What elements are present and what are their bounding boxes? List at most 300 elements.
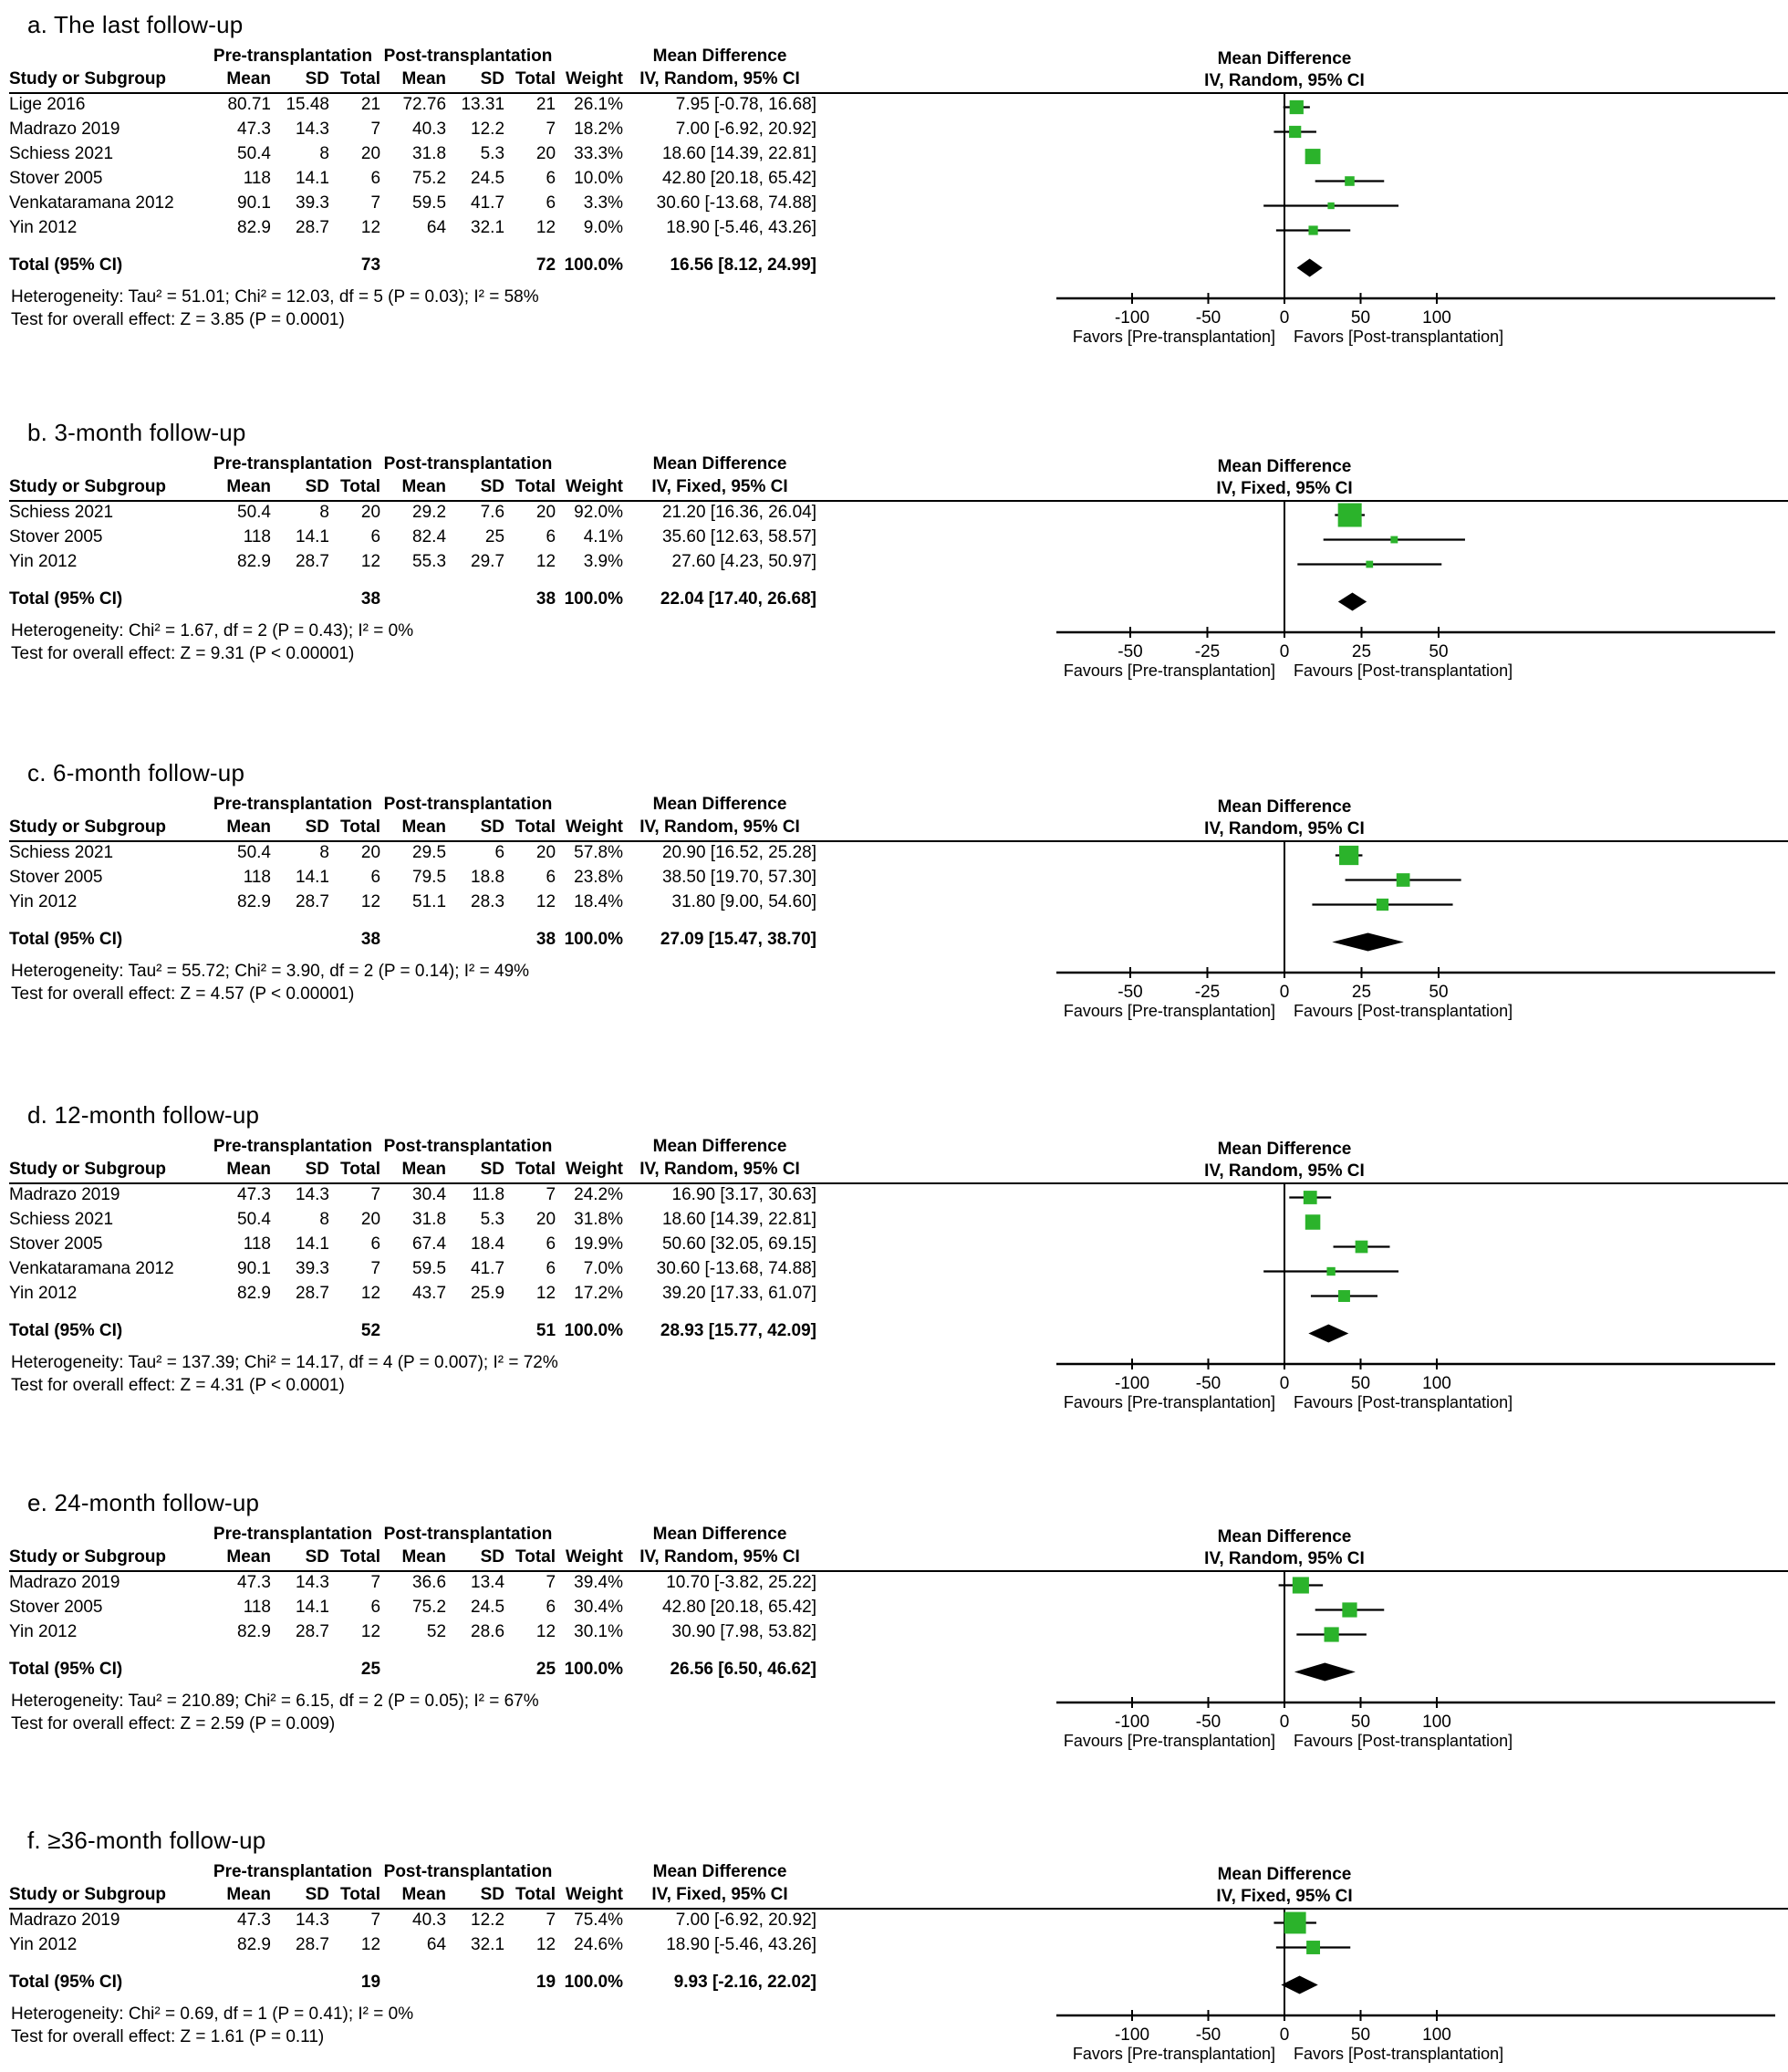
tick-label: 0: [1279, 642, 1290, 661]
total-label: Total (95% CI): [9, 1320, 123, 1340]
plot-md-title: Mean Difference: [1217, 1865, 1352, 1884]
study-name: Madrazo 2019: [9, 119, 120, 139]
pre-total: 7: [370, 1258, 381, 1278]
pre-mean: 118: [243, 168, 271, 188]
heterogeneity-text: Heterogeneity: Tau² = 51.01; Chi² = 12.03, df = 5 (P = 0.03); I² = 58%: [11, 287, 539, 307]
post-sd-header: SD: [480, 1885, 505, 1904]
tick-label: -50: [1195, 1713, 1221, 1732]
tick-label: 50: [1429, 642, 1449, 661]
post-mean-header: Mean: [401, 1885, 447, 1904]
study-table: [9, 793, 816, 952]
study-ci: 31.80 [9.00, 54.60]: [671, 891, 817, 911]
tick-label: 50: [1429, 983, 1449, 1002]
panel-d: [9, 1094, 1788, 1417]
post-mean: 79.5: [412, 867, 447, 887]
pre-group-header: Pre-transplantation: [213, 795, 373, 814]
pre-sd: 8: [319, 842, 329, 862]
post-mean: 55.3: [412, 551, 447, 571]
pre-sd-header: SD: [305, 817, 329, 837]
study-weight: 92.0%: [574, 502, 624, 522]
study-weight: 18.2%: [574, 119, 624, 139]
panel-c: [9, 752, 1788, 1026]
pre-sd-header: SD: [305, 1160, 329, 1179]
pre-total: 7: [370, 1572, 381, 1592]
pre-total-header: Total: [340, 1885, 381, 1904]
total-ci: 9.93 [-2.16, 22.02]: [673, 1972, 817, 1992]
pre-total-header: Total: [340, 1547, 381, 1567]
total-pre-n: 19: [360, 1972, 381, 1992]
overall-effect-text: Test for overall effect: Z = 1.61 (P = 0.11): [11, 2027, 325, 2046]
post-total-header: Total: [515, 1160, 556, 1179]
effect-square: [1325, 1627, 1339, 1641]
pre-mean: 47.3: [237, 119, 271, 139]
study-name: Yin 2012: [9, 1283, 78, 1303]
post-mean: 52: [426, 1621, 447, 1641]
study-row: [9, 1232, 816, 1256]
study-row: [9, 549, 816, 574]
pre-mean: 82.9: [237, 217, 271, 237]
total-post-n: 51: [535, 1320, 556, 1340]
pre-total: 20: [360, 143, 381, 163]
post-group-header: Post-transplantation: [383, 47, 553, 66]
post-mean-header: Mean: [401, 69, 447, 89]
pre-total: 20: [360, 842, 381, 862]
total-weight: 100.0%: [564, 1659, 624, 1679]
post-sd: 11.8: [472, 1184, 505, 1204]
tick-label: 50: [1350, 2025, 1371, 2045]
post-sd: 25.9: [471, 1283, 505, 1303]
mean-difference-header: Mean Difference: [652, 1862, 787, 1881]
study-row: [9, 500, 816, 525]
post-total: 6: [546, 526, 556, 547]
study-ci: 27.60 [4.23, 50.97]: [671, 551, 817, 571]
study-row: [9, 1182, 816, 1207]
plot-header: [1040, 45, 1779, 94]
pre-sd: 28.7: [296, 1621, 329, 1641]
pre-group-header: Pre-transplantation: [213, 1137, 373, 1156]
plot-model-label: IV, Random, 95% CI: [1204, 1161, 1365, 1181]
panel-title: f. ≥36-month follow-up: [27, 1827, 266, 1854]
post-total: 12: [535, 1283, 556, 1303]
study-weight: 7.0%: [583, 1258, 624, 1278]
study-row: [9, 117, 816, 141]
total-label: Total (95% CI): [9, 1972, 123, 1992]
overall-effect-text: Test for overall effect: Z = 4.57 (P < 0.00001): [11, 984, 355, 1004]
study-ci: 18.90 [-5.46, 43.26]: [666, 1934, 817, 1954]
total-weight: 100.0%: [564, 588, 624, 609]
tick-label: 25: [1351, 642, 1372, 661]
mean-difference-header: Mean Difference: [652, 454, 787, 474]
study-row: [9, 1908, 816, 1932]
study-ci: 20.90 [16.52, 25.28]: [661, 842, 817, 862]
study-ci: 18.60 [14.39, 22.81]: [661, 1209, 817, 1229]
study-weight: 4.1%: [583, 526, 624, 547]
study-ci: 30.60 [-13.68, 74.88]: [656, 193, 817, 213]
post-sd: 29.7: [471, 551, 505, 571]
post-total: 12: [535, 1934, 556, 1954]
study-weight: 75.4%: [574, 1910, 624, 1930]
study-ci: 50.60 [32.05, 69.15]: [661, 1234, 817, 1254]
study-row: [9, 191, 816, 215]
post-total: 12: [535, 1621, 556, 1641]
post-mean: 40.3: [412, 1910, 447, 1930]
post-sd: 28.3: [471, 891, 505, 911]
study-ci: 35.60 [12.63, 58.57]: [661, 526, 817, 547]
tick-label: -50: [1195, 1374, 1221, 1393]
study-column-header: Study or Subgroup: [9, 69, 167, 89]
pre-total: 6: [370, 168, 381, 188]
post-total: 6: [546, 1258, 556, 1278]
pre-sd: 39.3: [296, 1258, 329, 1278]
total-row: [9, 1657, 816, 1682]
pre-mean: 47.3: [237, 1184, 271, 1204]
post-total: 7: [546, 1572, 556, 1592]
pooled-diamond: [1338, 593, 1367, 611]
post-total: 6: [546, 1234, 556, 1254]
study-weight: 24.6%: [574, 1934, 624, 1954]
effect-square: [1397, 873, 1410, 887]
study-column-header: Study or Subgroup: [9, 477, 167, 496]
total-ci: 22.04 [17.40, 26.68]: [660, 588, 817, 609]
pre-sd: 8: [319, 143, 329, 163]
effect-square: [1356, 1241, 1368, 1254]
tick-label: 100: [1422, 1713, 1451, 1732]
post-mean: 30.4: [412, 1184, 447, 1204]
post-total: 20: [535, 1209, 556, 1229]
effect-square: [1308, 225, 1317, 234]
total-label: Total (95% CI): [9, 255, 123, 275]
pre-sd: 14.3: [296, 1572, 329, 1592]
header-rule: [9, 1908, 1788, 1910]
post-total-header: Total: [515, 1547, 556, 1567]
effect-square: [1306, 1941, 1320, 1954]
tick-label: -25: [1194, 642, 1221, 661]
pre-mean: 50.4: [237, 1209, 271, 1229]
total-pre-n: 38: [360, 929, 381, 949]
pre-group-header: Pre-transplantation: [213, 1862, 373, 1881]
post-sd-header: SD: [480, 477, 505, 496]
study-table: [9, 1860, 816, 1994]
pre-mean: 80.71: [227, 94, 271, 114]
favors-left-label: Favors [Pre-transplantation]: [1072, 2045, 1275, 2063]
post-total: 12: [535, 217, 556, 237]
total-post-n: 19: [535, 1972, 556, 1992]
study-name: Stover 2005: [9, 168, 103, 188]
total-row: [9, 587, 816, 611]
study-name: Stover 2005: [9, 867, 103, 887]
study-name: Madrazo 2019: [9, 1572, 120, 1592]
total-ci: 16.56 [8.12, 24.99]: [670, 255, 817, 275]
study-weight: 30.4%: [574, 1597, 624, 1617]
post-total: 7: [546, 119, 556, 139]
pre-total: 6: [370, 1234, 381, 1254]
tick-label: 0: [1279, 1374, 1290, 1393]
pre-sd: 28.7: [296, 1934, 329, 1954]
pre-mean: 82.9: [237, 1283, 271, 1303]
pre-total: 7: [370, 193, 381, 213]
post-total: 12: [535, 551, 556, 571]
post-mean: 67.4: [412, 1234, 447, 1254]
post-sd-header: SD: [480, 1547, 505, 1567]
pre-sd: 14.1: [296, 526, 329, 547]
study-ci: 38.50 [19.70, 57.30]: [661, 867, 817, 887]
pre-mean: 82.9: [237, 551, 271, 571]
pre-total: 7: [370, 119, 381, 139]
post-sd-header: SD: [480, 1160, 505, 1179]
pre-total: 12: [360, 891, 381, 911]
tick-label: 0: [1279, 308, 1290, 328]
post-total: 7: [546, 1184, 556, 1204]
plot-header: [1040, 1135, 1779, 1184]
effect-square: [1338, 504, 1362, 527]
plot-header: [1040, 1523, 1779, 1572]
effect-square: [1293, 1577, 1309, 1593]
pre-total: 20: [360, 1209, 381, 1229]
pre-sd: 14.1: [296, 1597, 329, 1617]
total-pre-n: 38: [360, 588, 381, 609]
pre-total: 7: [370, 1910, 381, 1930]
pre-sd: 28.7: [296, 891, 329, 911]
study-weight: 33.3%: [574, 143, 624, 163]
weight-header: Weight: [566, 1885, 624, 1904]
post-sd: 12.2: [471, 119, 505, 139]
panel-title: c. 6-month follow-up: [27, 759, 245, 786]
post-sd: 5.3: [480, 143, 505, 163]
plot-header: [1040, 453, 1779, 502]
study-column-header: Study or Subgroup: [9, 1885, 167, 1904]
post-total: 20: [535, 842, 556, 862]
pre-group-header: Pre-transplantation: [213, 454, 373, 474]
post-group-header: Post-transplantation: [383, 454, 553, 474]
pre-mean: 118: [243, 526, 271, 547]
total-weight: 100.0%: [564, 1320, 624, 1340]
post-group-header: Post-transplantation: [383, 1137, 553, 1156]
effect-model-header: IV, Random, 95% CI: [639, 1547, 800, 1567]
study-ci: 7.95 [-0.78, 16.68]: [675, 94, 817, 114]
study-row: [9, 1281, 816, 1306]
study-ci: 21.20 [16.36, 26.04]: [661, 502, 817, 522]
tick-label: -100: [1114, 1713, 1150, 1732]
favors-right-label: Favors [Post-transplantation]: [1294, 2045, 1504, 2063]
total-row: [9, 1970, 816, 1994]
weight-header: Weight: [566, 1547, 624, 1567]
study-name: Stover 2005: [9, 1234, 103, 1254]
post-sd: 12.2: [471, 1910, 505, 1930]
post-mean-header: Mean: [401, 477, 447, 496]
post-group-header: Post-transplantation: [383, 1525, 553, 1544]
post-total: 20: [535, 502, 556, 522]
weight-header: Weight: [566, 817, 624, 837]
study-column-header: Study or Subgroup: [9, 817, 167, 837]
study-name: Madrazo 2019: [9, 1184, 120, 1204]
tick-label: 25: [1351, 983, 1372, 1002]
post-mean: 29.5: [412, 842, 447, 862]
tick-label: 50: [1350, 1713, 1371, 1732]
post-mean-header: Mean: [401, 1160, 447, 1179]
effect-square: [1338, 1290, 1350, 1302]
study-weight: 23.8%: [574, 867, 624, 887]
total-label: Total (95% CI): [9, 588, 123, 609]
pre-mean: 118: [243, 1597, 271, 1617]
total-ci: 28.93 [15.77, 42.09]: [660, 1320, 817, 1340]
post-mean: 75.2: [412, 168, 447, 188]
favors-right-label: Favours [Post-transplantation]: [1294, 1732, 1513, 1750]
study-name: Schiess 2021: [9, 143, 114, 163]
weight-header: Weight: [566, 69, 624, 89]
study-weight: 26.1%: [574, 94, 624, 114]
heterogeneity-text: Heterogeneity: Tau² = 210.89; Chi² = 6.15, df = 2 (P = 0.05); I² = 67%: [11, 1692, 539, 1711]
post-sd: 18.4: [471, 1234, 505, 1254]
study-name: Venkataramana 2012: [9, 193, 174, 213]
pre-total: 21: [360, 94, 381, 114]
post-total-header: Total: [515, 477, 556, 496]
study-weight: 57.8%: [574, 842, 624, 862]
mean-difference-header: Mean Difference: [652, 47, 787, 66]
study-row: [9, 1570, 816, 1595]
total-weight: 100.0%: [564, 1972, 624, 1992]
mean-difference-header: Mean Difference: [652, 1525, 787, 1544]
study-name: Yin 2012: [9, 1621, 78, 1641]
favors-left-label: Favors [Pre-transplantation]: [1072, 328, 1275, 346]
post-group-header: Post-transplantation: [383, 795, 553, 814]
study-name: Stover 2005: [9, 526, 103, 547]
favors-left-label: Favours [Pre-transplantation]: [1063, 1393, 1275, 1411]
plot-model-label: IV, Random, 95% CI: [1204, 71, 1365, 90]
pooled-diamond: [1308, 1325, 1348, 1343]
forest-plot: [1040, 1572, 1779, 1755]
post-sd: 28.6: [471, 1621, 505, 1641]
pooled-diamond: [1297, 259, 1323, 277]
total-pre-n: 25: [360, 1659, 381, 1679]
header-rule: [9, 840, 1788, 842]
pooled-diamond: [1294, 1663, 1356, 1682]
pre-total: 12: [360, 1283, 381, 1303]
tick-label: 50: [1350, 308, 1371, 328]
study-weight: 9.0%: [583, 217, 624, 237]
pre-sd: 28.7: [296, 1283, 329, 1303]
tick-label: -50: [1195, 2025, 1221, 2045]
pre-sd: 14.1: [296, 867, 329, 887]
effect-model-header: IV, Random, 95% CI: [639, 69, 800, 89]
favors-right-label: Favors [Post-transplantation]: [1294, 328, 1504, 346]
study-table: [9, 1523, 816, 1682]
plot-md-title: Mean Difference: [1217, 1527, 1352, 1546]
forest-plot: [1040, 842, 1779, 1026]
pre-mean: 47.3: [237, 1572, 271, 1592]
forest-plot: [1040, 94, 1779, 351]
overall-effect-text: Test for overall effect: Z = 3.85 (P = 0.0001): [11, 310, 345, 329]
effect-square: [1327, 203, 1334, 209]
post-mean: 59.5: [412, 193, 447, 213]
study-name: Yin 2012: [9, 551, 78, 571]
mean-difference-header: Mean Difference: [652, 795, 787, 814]
post-total-header: Total: [515, 1885, 556, 1904]
pre-group-header: Pre-transplantation: [213, 1525, 373, 1544]
tick-label: 100: [1422, 1374, 1451, 1393]
effect-model-header: IV, Fixed, 95% CI: [651, 477, 788, 496]
pre-total: 6: [370, 526, 381, 547]
plot-md-title: Mean Difference: [1217, 1140, 1352, 1159]
plot-md-title: Mean Difference: [1217, 797, 1352, 817]
panel-f: [9, 1819, 1788, 2068]
post-mean: 31.8: [412, 143, 447, 163]
post-total: 12: [535, 891, 556, 911]
study-table: [9, 1135, 816, 1343]
effect-square: [1342, 1602, 1357, 1617]
forest-plot: [1040, 1910, 1779, 2068]
tick-label: -25: [1194, 983, 1221, 1002]
pre-mean: 50.4: [237, 143, 271, 163]
pre-mean-header: Mean: [226, 817, 271, 837]
panel-title: e. 24-month follow-up: [27, 1489, 260, 1516]
favors-left-label: Favours [Pre-transplantation]: [1063, 1732, 1275, 1750]
study-ci: 42.80 [20.18, 65.42]: [661, 1597, 817, 1617]
panel-e: [9, 1482, 1788, 1755]
total-post-n: 25: [535, 1659, 556, 1679]
pre-total-header: Total: [340, 1160, 381, 1179]
total-post-n: 38: [535, 929, 556, 949]
study-name: Yin 2012: [9, 217, 78, 237]
study-ci: 16.90 [3.17, 30.63]: [671, 1184, 817, 1204]
study-table: [9, 45, 816, 277]
pre-total-header: Total: [340, 477, 381, 496]
total-label: Total (95% CI): [9, 1659, 123, 1679]
pre-total: 12: [360, 1934, 381, 1954]
pre-sd: 28.7: [296, 551, 329, 571]
post-group-header: Post-transplantation: [383, 1862, 553, 1881]
post-total: 20: [535, 143, 556, 163]
post-mean-header: Mean: [401, 1547, 447, 1567]
post-sd: 18.8: [471, 867, 505, 887]
study-row: [9, 1256, 816, 1281]
study-weight: 17.2%: [574, 1283, 624, 1303]
pre-sd-header: SD: [305, 1885, 329, 1904]
mean-difference-header: Mean Difference: [652, 1137, 787, 1156]
study-row: [9, 840, 816, 865]
favors-left-label: Favours [Pre-transplantation]: [1063, 661, 1275, 680]
favors-right-label: Favours [Post-transplantation]: [1294, 661, 1513, 680]
study-row: [9, 1595, 816, 1619]
study-ci: 10.70 [-3.82, 25.22]: [666, 1572, 817, 1592]
study-name: Lige 2016: [9, 94, 86, 114]
study-weight: 10.0%: [574, 168, 624, 188]
study-row: [9, 525, 816, 549]
pooled-diamond: [1281, 1976, 1317, 1994]
pre-mean: 82.9: [237, 891, 271, 911]
post-mean: 72.76: [402, 94, 447, 114]
study-name: Yin 2012: [9, 1934, 78, 1954]
pre-mean: 118: [243, 1234, 271, 1254]
pre-total: 6: [370, 867, 381, 887]
plot-model-label: IV, Fixed, 95% CI: [1216, 479, 1353, 498]
study-name: Yin 2012: [9, 891, 78, 911]
tick-label: 0: [1279, 983, 1290, 1002]
tick-label: -50: [1118, 642, 1143, 661]
study-ci: 18.90 [-5.46, 43.26]: [666, 217, 817, 237]
panel-title: b. 3-month follow-up: [27, 419, 246, 446]
post-total: 7: [546, 1910, 556, 1930]
study-name: Schiess 2021: [9, 502, 114, 522]
overall-effect-text: Test for overall effect: Z = 2.59 (P = 0.009): [11, 1714, 336, 1734]
pre-sd: 14.1: [296, 1234, 329, 1254]
study-ci: 30.60 [-13.68, 74.88]: [656, 1258, 817, 1278]
post-sd: 7.6: [480, 502, 505, 522]
pre-sd: 14.3: [296, 1184, 329, 1204]
study-name: Stover 2005: [9, 1597, 103, 1617]
tick-label: -50: [1195, 308, 1221, 328]
pre-sd: 8: [319, 1209, 329, 1229]
pre-total-header: Total: [340, 817, 381, 837]
